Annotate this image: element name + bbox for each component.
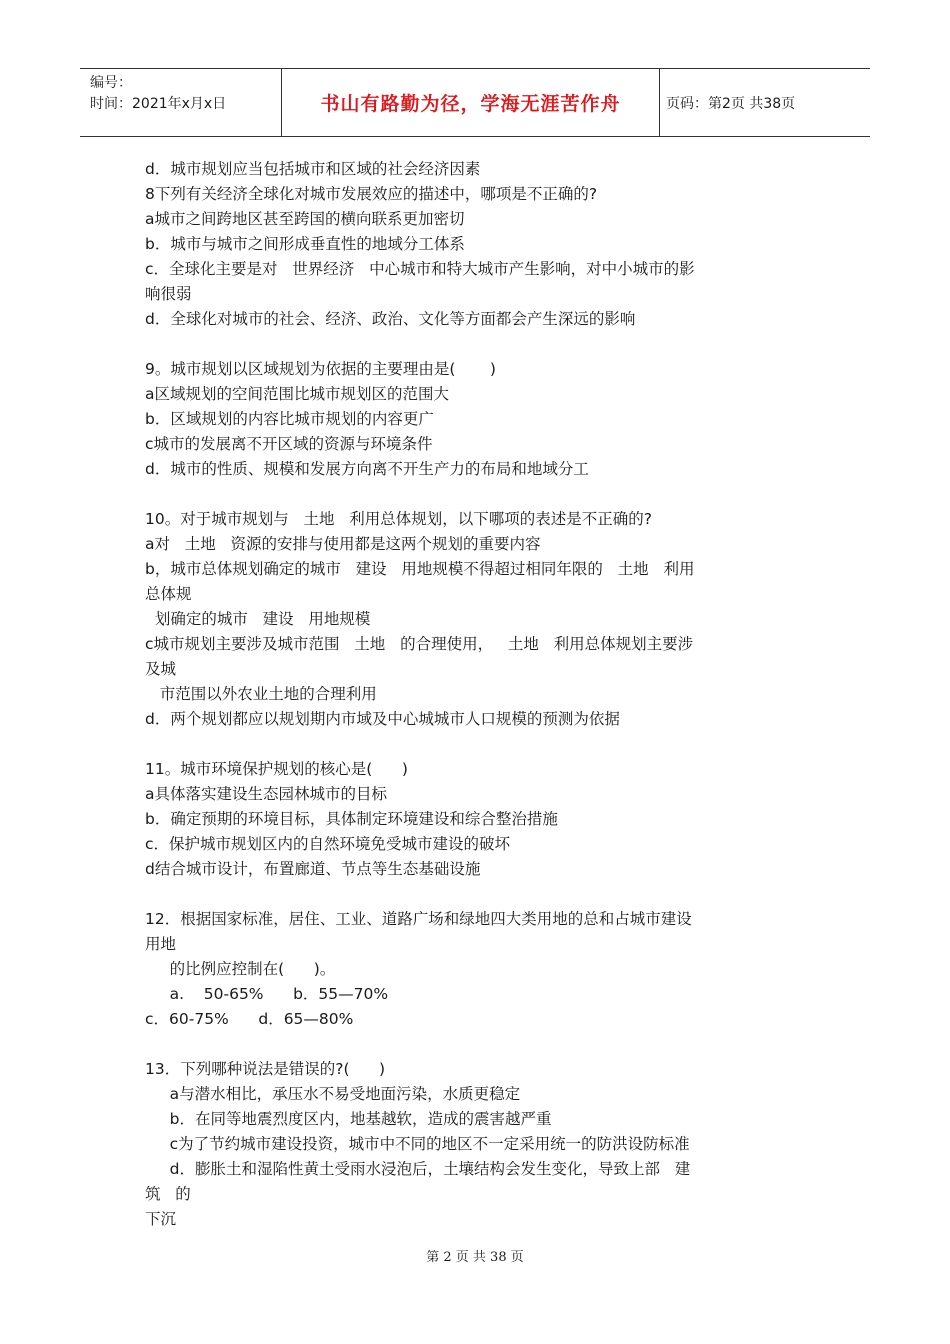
paragraph-gap [145,332,810,357]
text-line: 8下列有关经济全球化对城市发展效应的描述中，哪项是不正确的? [145,185,598,203]
text-line: 及城 [145,660,177,678]
text-line: a对 土地 资源的安排与使用都是这两个规划的重要内容 [145,535,541,553]
text-line: a与潜水相比，承压水不易受地面污染，水质更稳定 [145,1085,521,1103]
text-line: 总体规 [145,585,192,603]
text-line: 10。对于城市规划与 土地 利用总体规划，以下哪项的表述是不正确的? [145,510,653,528]
document-body [145,157,810,1232]
text-line: c城市的发展离不开区域的资源与环境条件 [145,435,433,453]
number-label: 编号： [90,75,132,91]
text-line: b．城市与城市之间形成垂直性的地域分工体系 [145,235,465,253]
text-line: 划确定的城市 建设 用地规模 [145,610,371,628]
text-line: b，城市总体规划确定的城市 建设 用地规模不得超过相同年限的 土地 利用 [145,560,695,578]
paragraph-gap [145,882,810,907]
text-line: c．保护城市规划区内的自然环境免受城市建设的破坏 [145,835,511,853]
paragraph-gap [145,732,810,757]
header-page-info: 页码：第2页 共38页 [666,95,796,112]
text-line: 12．根据国家标准，居住、工业、道路广场和绿地四大类用地的总和占城市建设 [145,910,692,928]
text-line: c．全球化主要是对 世界经济 中心城市和特大城市产生影响，对中小城市的影 [145,260,695,278]
text-line: d．城市规划应当包括城市和区域的社会经济因素 [145,160,481,178]
text-line: a. 50-65% b．55—70% [145,985,389,1003]
text-line: d结合城市设计，布置廊道、节点等生态基础设施 [145,860,481,878]
text-line: b．区域规划的内容比城市规划的内容更广 [145,410,434,428]
text-line: d．两个规划都应以规划期内市域及中心城城市人口规模的预测为依据 [145,710,620,728]
text-line: d．城市的性质、规模和发展方向离不开生产力的布局和地域分工 [145,460,589,478]
text-line: b．在同等地震烈度区内，地基越软，造成的震害越严重 [145,1110,552,1128]
page-header [80,68,870,137]
text-line: a城市之间跨地区甚至跨国的横向联系更加密切 [145,210,465,228]
text-line: 的比例应控制在( )。 [145,960,336,978]
text-line: b．确定预期的环境目标，具体制定环境建设和综合整治措施 [145,810,558,828]
paragraph-gap [145,482,810,507]
text-line: 市范围以外农业土地的合理利用 [145,685,377,703]
text-line: d．全球化对城市的社会、经济、政治、文化等方面都会产生深远的影响 [145,310,636,328]
text-line: 下沉 [145,1210,177,1228]
text-line: a区域规划的空间范围比城市规划区的范围大 [145,385,449,403]
text-line: 用地 [145,935,177,953]
text-line: c城市规划主要涉及城市范围 土地 的合理使用， 土地 利用总体规划主要涉 [145,635,694,653]
text-line: 9。城市规划以区域规划为依据的主要理由是( ) [145,360,496,378]
text-line: 响很弱 [145,285,192,303]
text-line: 13．下列哪种说法是错误的?( ) [145,1060,386,1078]
header-meta [80,69,282,136]
text-line: d．膨胀土和湿陷性黄土受雨水浸泡后，土壤结构会发生变化，导致上部 建 [145,1160,691,1178]
header-motto: 书山有路勤为径，学海无涯苦作舟 [282,69,660,136]
time-label: 时间：2021年x月x日 [90,96,227,112]
text-line: 11。城市环境保护规划的核心是( ) [145,760,408,778]
page-footer: 第 2 页 共 38 页 [426,1250,524,1265]
text-line: 筑 的 [145,1185,191,1203]
text-line: c为了节约城市建设投资，城市中不同的地区不一定采用统一的防洪设防标准 [145,1135,690,1153]
text-line: a具体落实建设生态园林城市的目标 [145,785,387,803]
text-line: c．60-75% d．65—80% [145,1010,354,1028]
paragraph-gap [145,1032,810,1057]
